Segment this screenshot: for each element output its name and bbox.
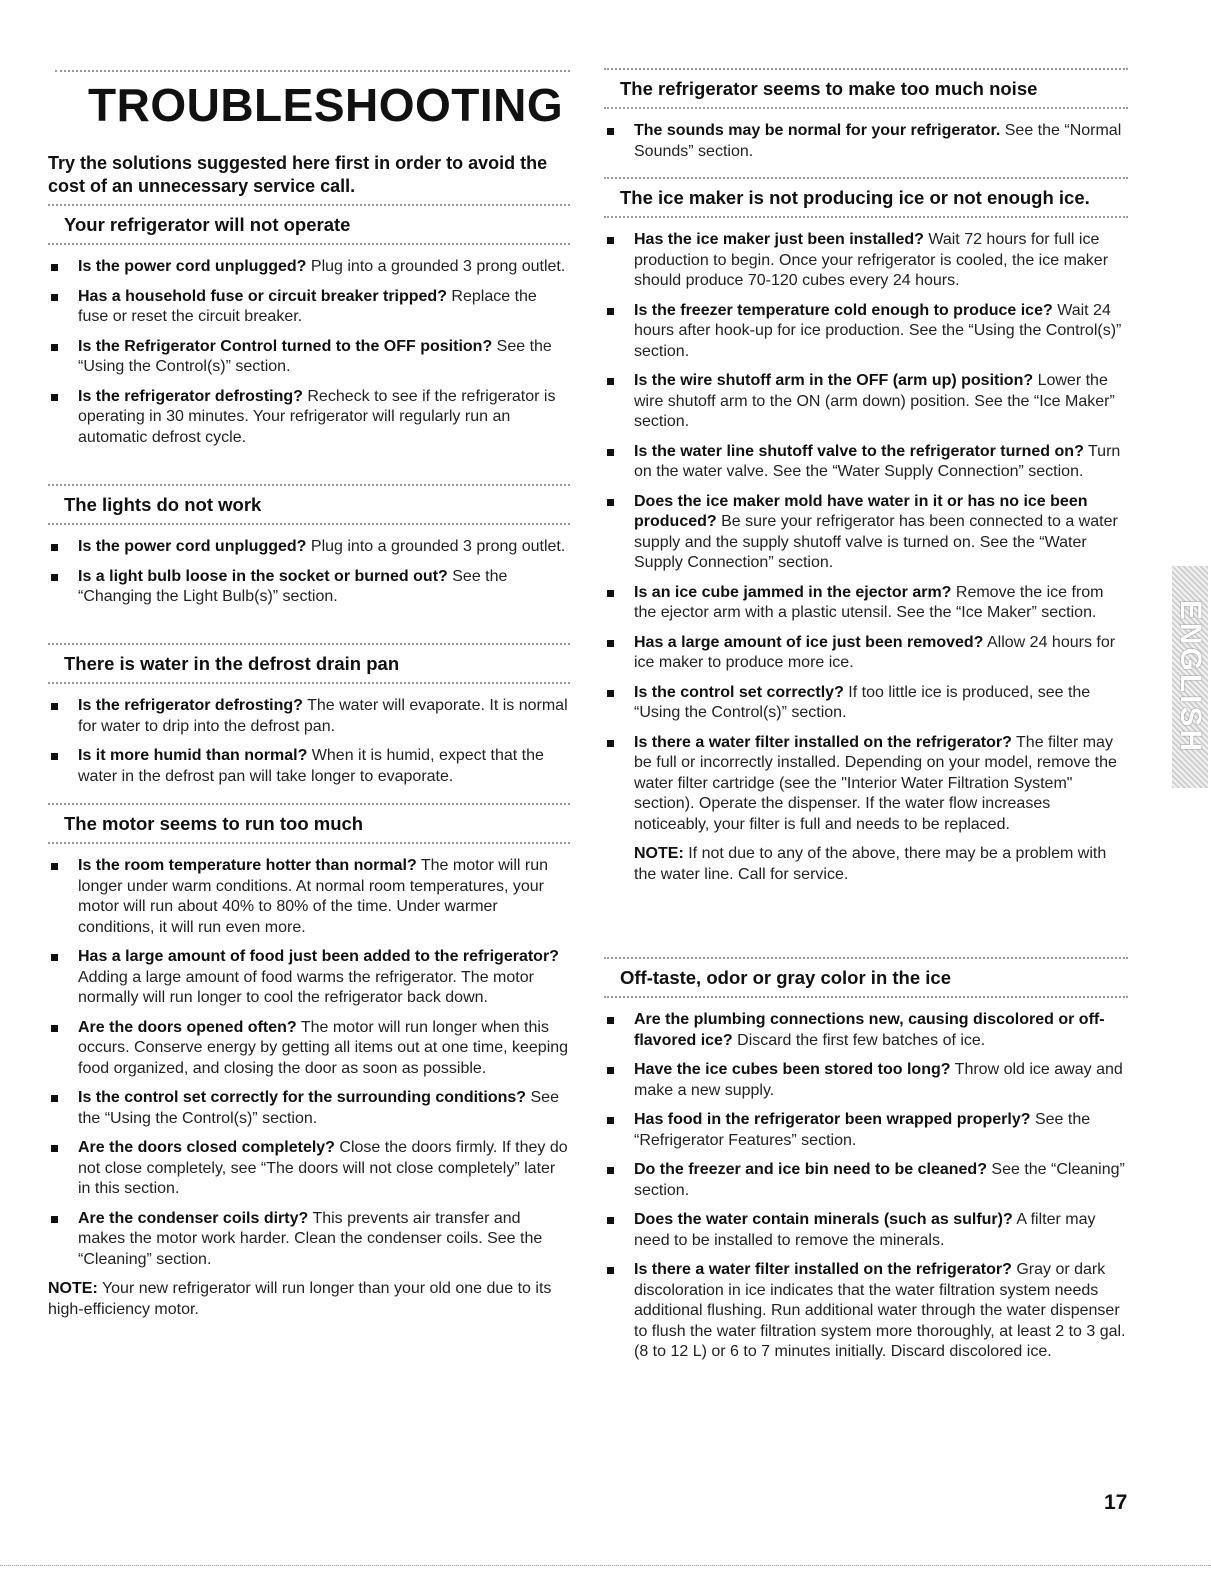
list-item: Have the ice cubes been stored too long? Throw old ice away and make a new supply. (604, 1060, 1128, 1101)
section-heading: There is water in the defrost drain pan (48, 643, 570, 684)
item-list (48, 537, 570, 608)
list-item: Is there a water filter installed on the refrigerator? Gray or dark discoloration in ice indicates that the water filtration system needs additional flushing. Run additional water through the water dispenser to flush the water filtration system more thoroughly, at least 2 to 3 gal. (8 to 12 L) or 6 to 7 minutes initially. Discard discolored ice. (604, 1260, 1128, 1363)
section-heading: The refrigerator seems to make too much noise (604, 68, 1128, 109)
list-item: Has a large amount of food just been added to the refrigerator? Adding a large amount of food warms the refrigerator. The motor normally will run longer to cool the refrigerator back down. (48, 947, 570, 1009)
section-will-not-operate (48, 204, 570, 457)
item-list (604, 230, 1128, 835)
list-item: Is the room temperature hotter than normal? The motor will run longer under warm conditions. At normal room temperatures, your motor will run about 40% to 80% of the time. Under warmer conditions, it will run even more. (48, 856, 570, 938)
list-item: Is it more humid than normal? When it is humid, expect that the water in the defrost pan will take longer to evaporate. (48, 746, 570, 787)
list-item: Is the refrigerator defrosting? Recheck to see if the refrigerator is operating in 30 minutes. Your refrigerator will regularly run an automatic defrost cycle. (48, 387, 570, 449)
list-item: Is the freezer temperature cold enough to produce ice? Wait 24 hours after hook-up for ice production. See the “Using the Control(s)” section. (604, 301, 1128, 363)
section-heading: The lights do not work (48, 484, 570, 525)
intro-text: Try the solutions suggested here first in order to avoid the cost of an unnecessary service call. (48, 153, 548, 196)
list-item: Is a light bulb loose in the socket or burned out? See the “Changing the Light Bulb(s)” section. (48, 567, 570, 608)
note-text: NOTE: If not due to any of the above, there may be a problem with the water line. Call for service. (634, 845, 1107, 883)
section-motor-runs-too-much (48, 803, 570, 1320)
section-heading: Off-taste, odor or gray color in the ice (604, 957, 1128, 998)
item-list (48, 696, 570, 787)
section-off-taste-odor (604, 957, 1128, 1372)
section-heading: Your refrigerator will not operate (48, 204, 570, 245)
section-too-much-noise (604, 68, 1128, 171)
list-item: Has a household fuse or circuit breaker tripped? Replace the fuse or reset the circuit breaker. (48, 287, 570, 328)
item-list (48, 257, 570, 448)
list-item: Is the power cord unplugged? Plug into a grounded 3 prong outlet. (48, 537, 570, 558)
list-item: Does the ice maker mold have water in it or has no ice been produced? Be sure your refrigerator has been connected to a water supply and the supply shutoff valve is turned on. See the “Water Supply Connection” section. (604, 492, 1128, 574)
section-heading: The ice maker is not producing ice or not enough ice. (604, 177, 1128, 218)
list-item: Is an ice cube jammed in the ejector arm? Remove the ice from the ejector arm with a plastic utensil. See the “Ice Maker” section. (604, 583, 1128, 624)
list-item: Are the plumbing connections new, causing discolored or off-flavored ice? Discard the first few batches of ice. (604, 1010, 1128, 1051)
list-item: Are the condenser coils dirty? This prevents air transfer and makes the motor work harder. Clean the condenser coils. See the “Cleaning” section. (48, 1209, 570, 1271)
bottom-rule (0, 1565, 1211, 1566)
list-item: Do the freezer and ice bin need to be cleaned? See the “Cleaning” section. (604, 1160, 1128, 1201)
list-item: Is the water line shutoff valve to the refrigerator turned on? Turn on the water valve. See the “Water Supply Connection” section. (604, 442, 1128, 483)
list-item: Is there a water filter installed on the refrigerator? The filter may be full or incorrectly installed. Depending on your model, remove the water filter cartridge (see the "Interior Water Filtration System" section). Operate the dispenser. If the water flow increases noticeably, your filter is full and needs to be replaced. (604, 733, 1128, 836)
list-item: Is the refrigerator defrosting? The water will evaporate. It is normal for water to drip into the defrost pan. (48, 696, 570, 737)
list-item: Is the control set correctly? If too little ice is produced, see the “Using the Control(s)” section. (604, 683, 1128, 724)
section-water-in-drain-pan (48, 643, 570, 796)
list-item: The sounds may be normal for your refrigerator. See the “Normal Sounds” section. (604, 121, 1128, 162)
list-item: Has the ice maker just been installed? Wait 72 hours for full ice production to begin. Once your refrigerator is cooled, the ice maker should produce 70-120 cubes every 24 hours. (604, 230, 1128, 292)
item-list (48, 856, 570, 1270)
language-label: ENGLISH (1174, 599, 1208, 755)
section-lights-do-not-work (48, 484, 570, 617)
list-item: Has food in the refrigerator been wrapped properly? See the “Refrigerator Features” section. (604, 1110, 1128, 1151)
page-title: TROUBLESHOOTING (88, 79, 564, 131)
note-text: NOTE: Your new refrigerator will run longer than your old one due to its high-efficiency motor. (48, 1280, 552, 1318)
page-number: 17 (1104, 1491, 1128, 1514)
item-list (604, 121, 1128, 162)
list-item: Is the Refrigerator Control turned to the OFF position? See the “Using the Control(s)” section. (48, 337, 570, 378)
top-rule (55, 70, 570, 72)
list-item: Is the control set correctly for the surrounding conditions? See the “Using the Control(s)” section. (48, 1088, 570, 1129)
list-item: Has a large amount of ice just been removed? Allow 24 hours for ice maker to produce more ice. (604, 633, 1128, 674)
list-item: Does the water contain minerals (such as sulfur)? A filter may need to be installed to remove the minerals. (604, 1210, 1128, 1251)
list-item: Are the doors opened often? The motor will run longer when this occurs. Conserve energy by getting all items out at one time, keeping food organized, and closing the door as soon as possible. (48, 1018, 570, 1080)
list-item: Are the doors closed completely? Close the doors firmly. If they do not close completely, see “The doors will not close completely” later in this section. (48, 1138, 570, 1200)
list-item: Is the power cord unplugged? Plug into a grounded 3 prong outlet. (48, 257, 570, 278)
language-side-tab (1172, 566, 1208, 788)
item-list (604, 1010, 1128, 1363)
section-heading: The motor seems to run too much (48, 803, 570, 844)
section-ice-maker-not-producing (604, 177, 1128, 885)
list-item: Is the wire shutoff arm in the OFF (arm up) position? Lower the wire shutoff arm to the ON (arm down) position. See the “Ice Maker” section. (604, 371, 1128, 433)
